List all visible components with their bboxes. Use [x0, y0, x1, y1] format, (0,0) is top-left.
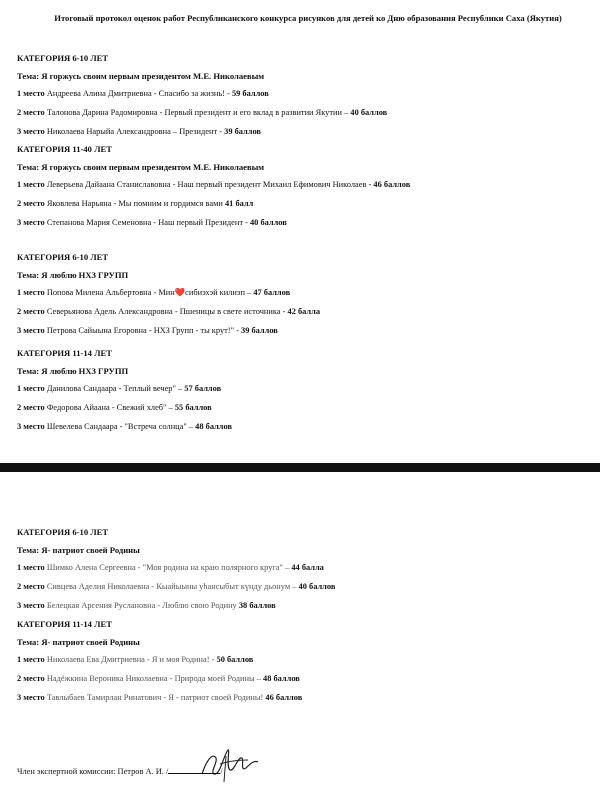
place-label: 2 место	[17, 674, 45, 683]
section-5	[17, 526, 595, 619]
place-row	[17, 421, 595, 440]
place-row	[17, 198, 595, 217]
entry-text: Федорова Айаана - Свежий хлеб" –	[46, 403, 173, 412]
entry-text: Шимко Алена Сергеевна - "Моя родина на краю полярного круга" –	[46, 563, 290, 572]
score: 46 баллов	[373, 180, 411, 189]
category-heading: КАТЕГОРИЯ 11-14 ЛЕТ	[17, 619, 112, 629]
score: 44 балла	[291, 563, 324, 572]
theme-heading: Тема: Я горжусь своим первым президентом М.Е. Николаевым	[17, 71, 265, 81]
theme-heading: Тема: Я люблю НХЗ ГРУПП	[17, 270, 129, 280]
score: 48 баллов	[195, 422, 232, 431]
place-row	[17, 402, 595, 421]
place-label: 3 место	[17, 422, 45, 431]
theme-heading: Тема: Я- патриот своей Родины	[17, 637, 140, 647]
place-row	[17, 673, 595, 692]
score: 55 баллов	[174, 403, 212, 412]
signature-line	[17, 764, 223, 776]
score: 40 баллов	[350, 108, 388, 117]
footer-end: /	[220, 767, 223, 776]
place-label: 3 место	[17, 601, 45, 610]
entry-text: Данилова Сандаара - Теплый вечер" –	[46, 384, 183, 393]
footer-label: Член экспертной комиссии: Петров А. И. /	[17, 767, 169, 776]
entry-text: Надёжкина Вероника Николаевна - Природа моей Родины –	[46, 674, 261, 683]
theme-heading: Тема: Я- патриот своей Родины	[17, 545, 140, 555]
entry-text: Петрова Сайыына Егоровна - НХЗ Групп - ты крут!" -	[46, 326, 239, 335]
place-label: 2 место	[17, 199, 45, 208]
place-row	[17, 692, 595, 711]
entry-text: Яковлева Нарьяна - Мы помним и гордимся вами	[46, 199, 223, 208]
entry-text: Шевелева Сандаара - "Встреча солнца" –	[46, 422, 194, 431]
place-row	[17, 287, 595, 306]
place-label: 2 место	[17, 582, 45, 591]
category-heading: КАТЕГОРИЯ 6-10 ЛЕТ	[17, 527, 109, 537]
place-label: 1 место	[17, 288, 45, 297]
section-6	[17, 618, 595, 711]
place-row	[17, 179, 595, 198]
place-row	[17, 306, 595, 325]
place-row	[17, 383, 595, 402]
place-row	[17, 600, 595, 619]
place-label: 2 место	[17, 307, 45, 316]
place-label: 1 место	[17, 180, 45, 189]
place-row	[17, 654, 595, 673]
place-label: 1 место	[17, 655, 45, 664]
entry-text: Тавлыбаев Тамирлан Ринатович - Я - патриот своей Родины!	[46, 693, 264, 702]
entry-text: Леверьева Дайаана Станиславовна - Наш первый президент Михаил Ефимович Николаев -	[46, 180, 372, 189]
place-row	[17, 581, 595, 600]
section-3	[17, 251, 595, 344]
score: 46 баллов	[265, 693, 303, 702]
entry-text: Талонова Дарина Радомировна - Первый президент и его вклад в развитии Якутии –	[46, 108, 349, 117]
category-heading: КАТЕГОРИЯ 6-10 ЛЕТ	[17, 252, 109, 262]
place-label: 3 место	[17, 326, 45, 335]
place-row	[17, 107, 595, 126]
score: 48 баллов	[263, 674, 300, 683]
document-title: Итоговый протокол оценок работ Республиканского конкурса рисунков для детей ко Дню образования Республики Саха (Якутия)	[54, 13, 562, 23]
score: 59 баллов	[231, 89, 269, 98]
theme-heading: Тема: Я горжусь своим первым президентом М.Е. Николаевым	[17, 162, 265, 172]
entry-text: Попова Милена Альбертовна - Мин❤️сибиэхэй килиэп –	[46, 288, 252, 297]
score: 40 баллов	[249, 218, 287, 227]
place-label: 3 место	[17, 127, 45, 136]
section-4	[17, 347, 595, 440]
place-label: 1 место	[17, 384, 45, 393]
place-row	[17, 217, 595, 236]
place-label: 3 место	[17, 693, 45, 702]
score: 41 балл	[224, 199, 254, 208]
score: 50 баллов	[216, 655, 254, 664]
score: 38 баллов	[238, 601, 276, 610]
category-heading: КАТЕГОРИЯ 6-10 ЛЕТ	[17, 53, 109, 63]
score: 39 баллов	[224, 127, 261, 136]
entry-text: Николаева Нарыйа Александровна – Президент -	[46, 127, 223, 136]
place-label: 1 место	[17, 563, 45, 572]
category-heading: КАТЕГОРИЯ 11-14 ЛЕТ	[17, 348, 112, 358]
score: 40 баллов	[298, 582, 336, 591]
place-label: 3 место	[17, 218, 45, 227]
entry-text: Белецкая Арсения Руслановна - Люблю свою Родину	[46, 601, 237, 610]
score: 39 баллов	[241, 326, 278, 335]
score: 47 баллов	[253, 288, 291, 297]
entry-text: Сивцева Аделия Николаевна - Кыайыыны уһансыбыт күнду дьонум –	[46, 582, 297, 591]
section-1	[17, 52, 595, 145]
theme-heading: Тема: Я люблю НХЗ ГРУПП	[17, 366, 129, 376]
entry-text: Степанова Мария Семеновна - Наш первый Президент -	[46, 218, 248, 227]
entry-text: Николаева Ева Дмитриевна - Я и моя Родина! -	[46, 655, 215, 664]
place-row	[17, 88, 595, 107]
place-label: 2 место	[17, 403, 45, 412]
score: 42 балла	[287, 307, 321, 316]
section-2	[17, 143, 595, 236]
place-row	[17, 562, 595, 581]
entry-text: Северьянова Адель Александровна - Пшеницы в свете источника -	[46, 307, 286, 316]
place-label: 1 место	[17, 89, 45, 98]
page-divider	[0, 463, 600, 472]
place-row	[17, 325, 595, 344]
entry-text: Андреева Алина Дмитриевна - Спасибо за жизнь! -	[46, 89, 230, 98]
place-label: 2 место	[17, 108, 45, 117]
signature-underline	[168, 764, 223, 776]
category-heading: КАТЕГОРИЯ 11-40 ЛЕТ	[17, 144, 112, 154]
score: 57 баллов	[184, 384, 222, 393]
